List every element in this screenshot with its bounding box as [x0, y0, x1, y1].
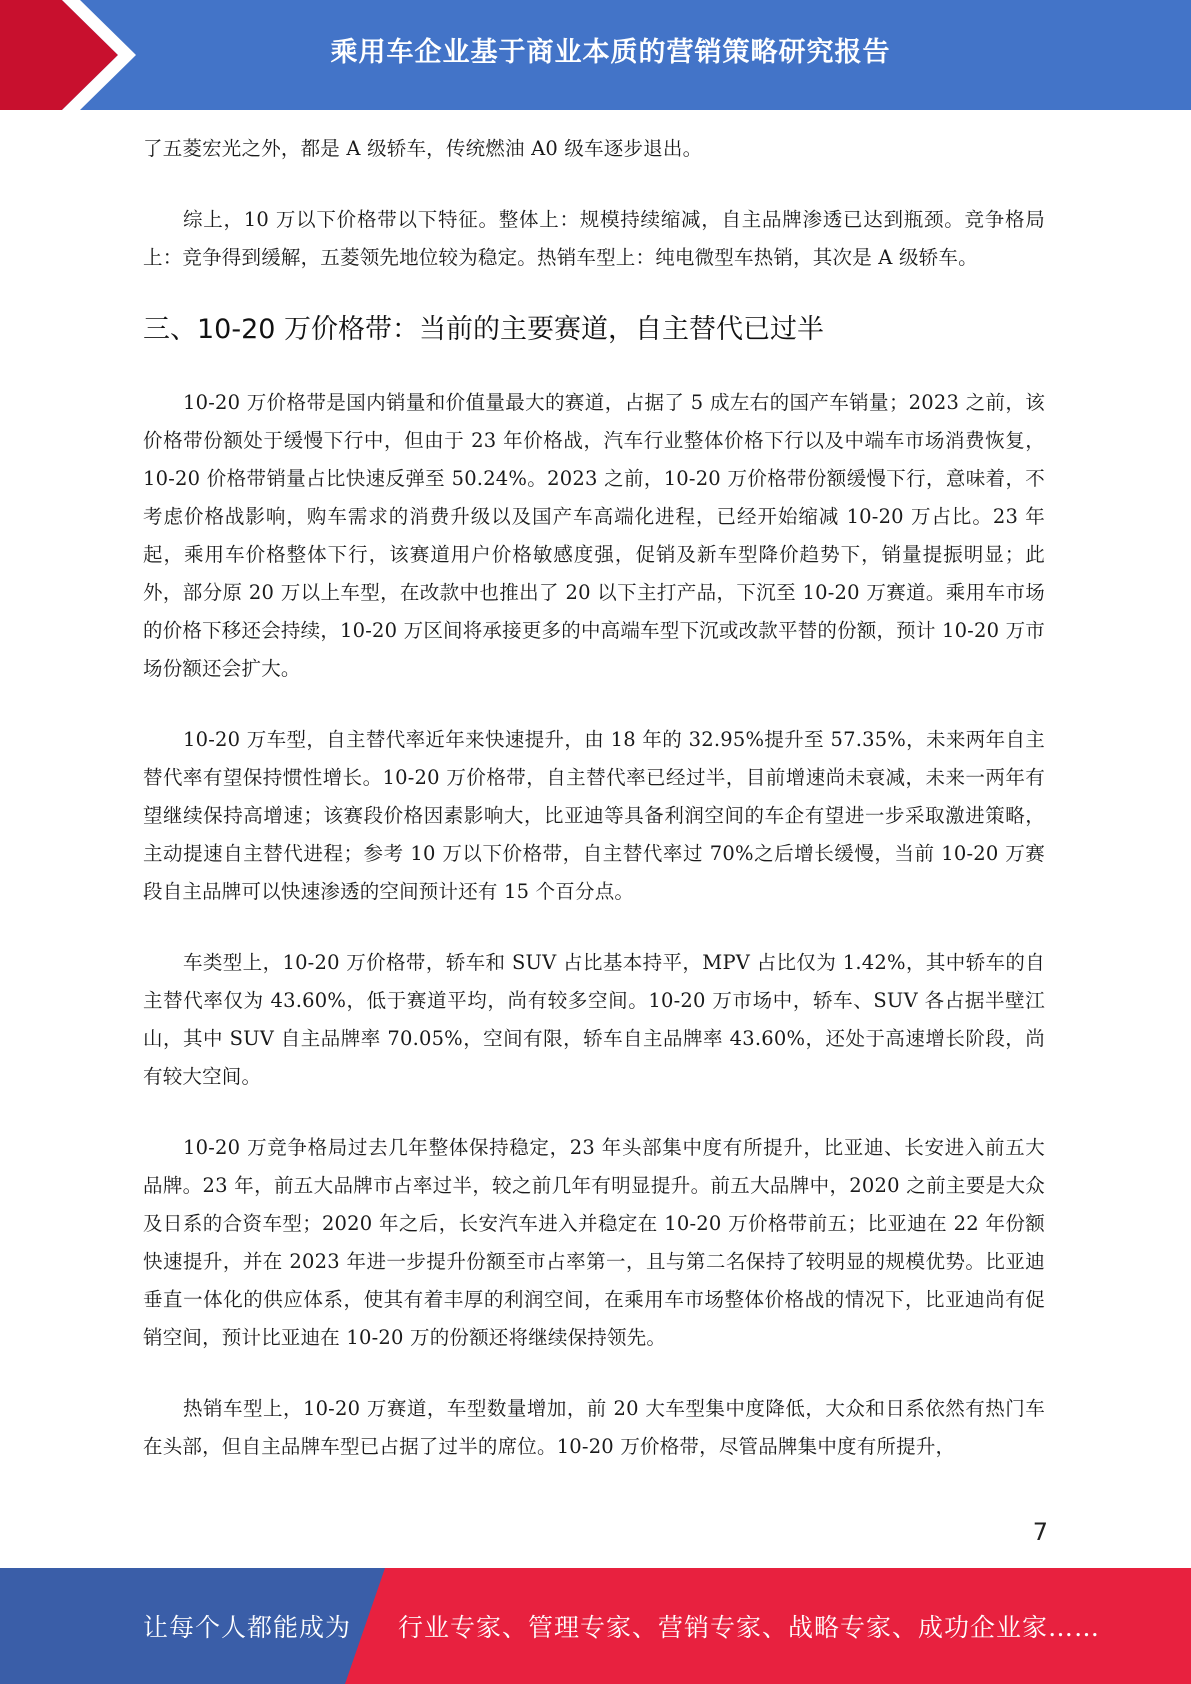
page-footer	[0, 1568, 1191, 1684]
page-number: 7	[1032, 1518, 1048, 1546]
paragraph: 综上，10 万以下价格带以下特征。整体上：规模持续缩减，自主品牌渗透已达到瓶颈。竞争格局上：竞争得到缓解，五菱领先地位较为稳定。热销车型上：纯电微型车热销，其次是 A 级轿车。	[143, 208, 1045, 269]
paragraph: 车类型上，10-20 万价格带，轿车和 SUV 占比基本持平，MPV 占比仅为 1.42%，其中轿车的自主替代率仅为 43.60%，低于赛道平均，尚有较多空间。10-20 万市场中，轿车、SUV 各占据半壁江山，其中 SUV 自主品牌率 70.05%，空间有限，轿车自主品牌率 43.60%，还处于高速增长阶段，尚有较大空间。	[143, 951, 1045, 1088]
paragraph: 10-20 万车型，自主替代率近年来快速提升，由 18 年的 32.95%提升至 57.35%，未来两年自主替代率有望保持惯性增长。10-20 万价格带，自主替代率已经过半，目前增速尚未衰减，未来一两年有望继续保持高增速；该赛段价格因素影响大，比亚迪等具备利润空间的车企有望进一步采取激进策略，主动提速自主替代进程；参考 10 万以下价格带，自主替代率过 70%之后增长缓慢，当前 10-20 万赛段自主品牌可以快速渗透的空间预计还有 15 个百分点。	[143, 728, 1045, 903]
page-header	[0, 0, 1191, 110]
footer-slogan-left: 让每个人都能成为	[143, 1613, 352, 1642]
footer-slogan-right: 行业专家、管理专家、营销专家、战略专家、成功企业家……	[398, 1613, 1101, 1642]
paragraph: 热销车型上，10-20 万赛道，车型数量增加，前 20 大车型集中度降低，大众和日系依然有热门车在头部，但自主品牌车型已占据了过半的席位。10-20 万价格带，尽管品牌集中度有所提升，	[143, 1397, 1045, 1458]
paragraph: 10-20 万价格带是国内销量和价值量最大的赛道，占据了 5 成左右的国产车销量；2023 之前，该价格带份额处于缓慢下行中，但由于 23 年价格战，汽车行业整体价格下行以及中端车市场消费恢复，10-20 价格带销量占比快速反弹至 50.24%。2023 之前，10-20 万价格带份额缓慢下行，意味着，不考虑价格战影响，购车需求的消费升级以及国产车高端化进程，已经开始缩减 10-20 万占比。23 年起，乘用车价格整体下行，该赛道用户价格敏感度强，促销及新车型降价趋势下，销量提振明显；此外，部分原 20 万以上车型，在改款中也推出了 20 以下主打产品，下沉至 10-20 万赛道。乘用车市场的价格下移还会持续，10-20 万区间将承接更多的中高端车型下沉或改款平替的份额，预计 10-20 万市场份额还会扩大。	[143, 391, 1045, 680]
paragraph: 了五菱宏光之外，都是 A 级轿车，传统燃油 A0 级车逐步退出。	[143, 137, 703, 160]
paragraph: 10-20 万竞争格局过去几年整体保持稳定，23 年头部集中度有所提升，比亚迪、长安进入前五大品牌。23 年，前五大品牌市占率过半，较之前几年有明显提升。前五大品牌中，2020 之前主要是大众及日系的合资车型；2020 年之后，长安汽车进入并稳定在 10-20 万价格带前五；比亚迪在 22 年份额快速提升，并在 2023 年进一步提升份额至市占率第一，且与第二名保持了较明显的规模优势。比亚迪垂直一体化的供应体系，使其有着丰厚的利润空间，在乘用车市场整体价格战的情况下，比亚迪尚有促销空间，预计比亚迪在 10-20 万的份额还将继续保持领先。	[143, 1136, 1045, 1349]
document-body	[143, 130, 1045, 1499]
section-heading: 三、10-20 万价格带：当前的主要赛道，自主替代已过半	[143, 314, 825, 345]
report-title: 乘用车企业基于商业本质的营销策略研究报告	[330, 37, 891, 68]
